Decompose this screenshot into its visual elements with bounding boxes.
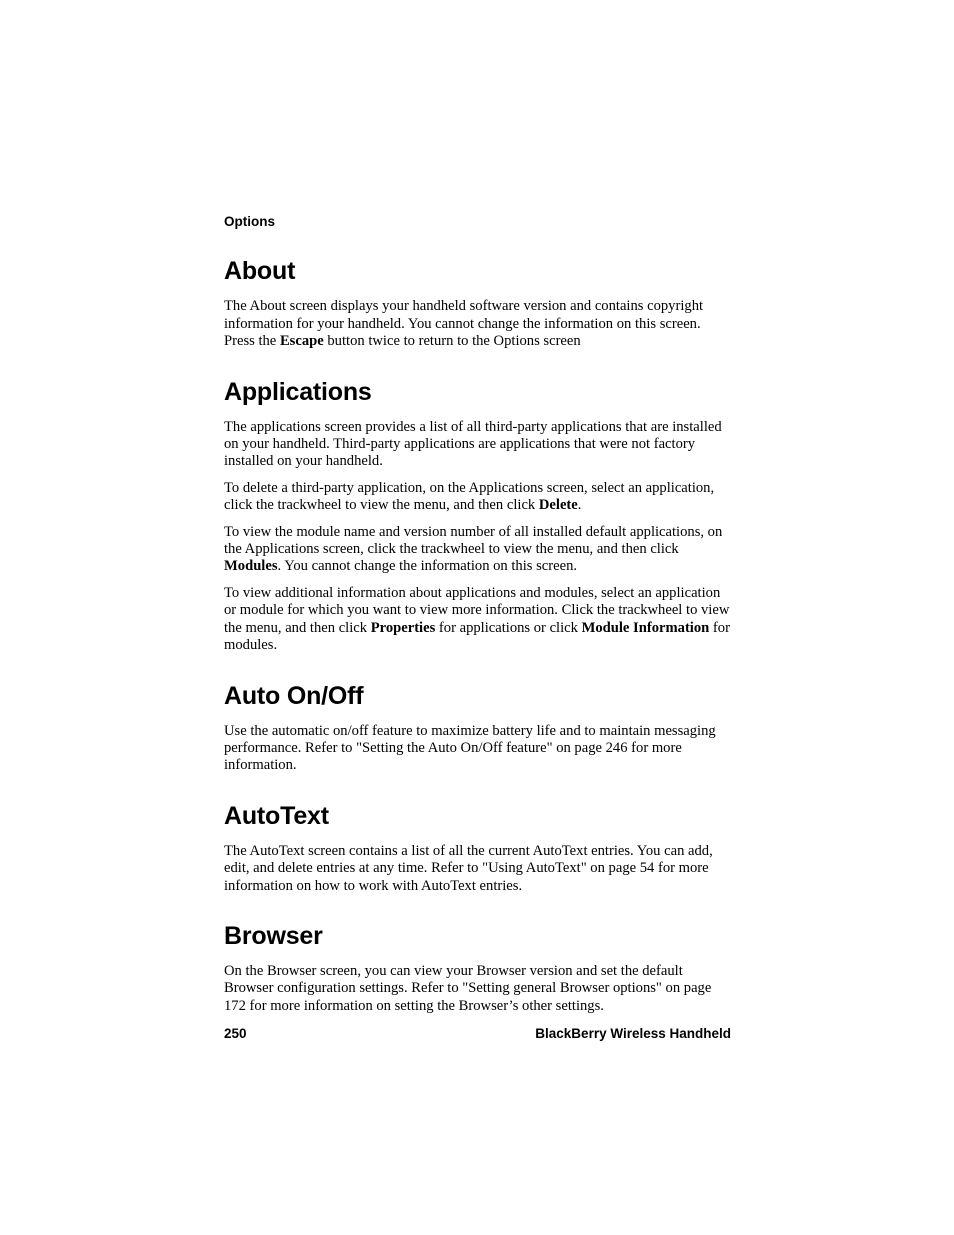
paragraph	[224, 480, 731, 515]
running-header: Options	[224, 214, 275, 229]
text-segment: for modules.	[224, 619, 730, 654]
text-segment: On the Browser screen, you can view your Browser version and set the default Browser configuration settings. Refer to "Setting general Browser options" on page 172 for more information on setting the Browser’s other settings.	[224, 962, 712, 1014]
text-segment-bold: Module Information	[581, 619, 710, 636]
section-applications	[224, 378, 731, 655]
section-heading-browser: Browser	[224, 921, 323, 950]
text-segment: To view the module name and version number of all installed default applications, on the Applications screen, click the trackwheel to view the menu, and then click	[224, 523, 723, 558]
text-segment: To delete a third-party application, on the Applications screen, select an application, click the trackwheel to view the menu, and then click	[224, 479, 715, 514]
text-segment-bold: Escape	[279, 333, 324, 350]
section-heading-auto-on-off: Auto On/Off	[224, 681, 364, 710]
text-segment: The About screen displays your handheld software version and contains copyright information for your handheld. You cannot change the information on this screen. Press the	[224, 298, 704, 350]
text-segment: The AutoText screen contains a list of all the current AutoText entries. You can add, edit, and delete entries at any time. Refer to "Using AutoText" on page 54 for more information on how to work with AutoText entries.	[224, 842, 713, 894]
paragraph	[224, 419, 731, 471]
paragraph	[224, 843, 731, 895]
paragraph	[224, 723, 731, 775]
text-segment: . You cannot change the information on this screen.	[277, 558, 578, 575]
text-segment-bold: Modules	[224, 558, 278, 575]
paragraph	[224, 963, 731, 1015]
text-segment: .	[577, 497, 582, 514]
page-content	[224, 213, 731, 1024]
page-footer	[224, 1026, 731, 1041]
text-segment-bold: Delete	[538, 497, 578, 514]
text-segment: The applications screen provides a list of all third-party applications that are installed on your handheld. Third-party applications are applications that were not factory installed on your handheld.	[224, 418, 722, 470]
section-heading-autotext: AutoText	[224, 801, 329, 830]
section-about	[224, 257, 731, 350]
paragraph	[224, 298, 731, 350]
section-heading-applications: Applications	[224, 377, 372, 406]
footer-document-title: BlackBerry Wireless Handheld	[535, 1026, 731, 1041]
footer-page-number: 250	[224, 1026, 247, 1041]
section-heading-about: About	[224, 257, 296, 286]
section-autotext	[224, 802, 731, 895]
paragraph	[224, 524, 731, 576]
section-browser	[224, 922, 731, 1015]
paragraph	[224, 585, 731, 655]
text-segment-bold: Properties	[370, 619, 436, 636]
text-segment: button twice to return to the Options screen	[323, 333, 581, 350]
text-segment: Use the automatic on/off feature to maximize battery life and to maintain messaging performance. Refer to "Setting the Auto On/Off feature" on page 246 for more information.	[224, 722, 716, 774]
text-segment: for applications or click	[435, 619, 582, 636]
section-auto-on-off	[224, 682, 731, 775]
text-segment: To view additional information about applications and modules, select an application or module for which you want to view more information. Click the trackwheel to view the menu, and then click	[224, 584, 730, 636]
